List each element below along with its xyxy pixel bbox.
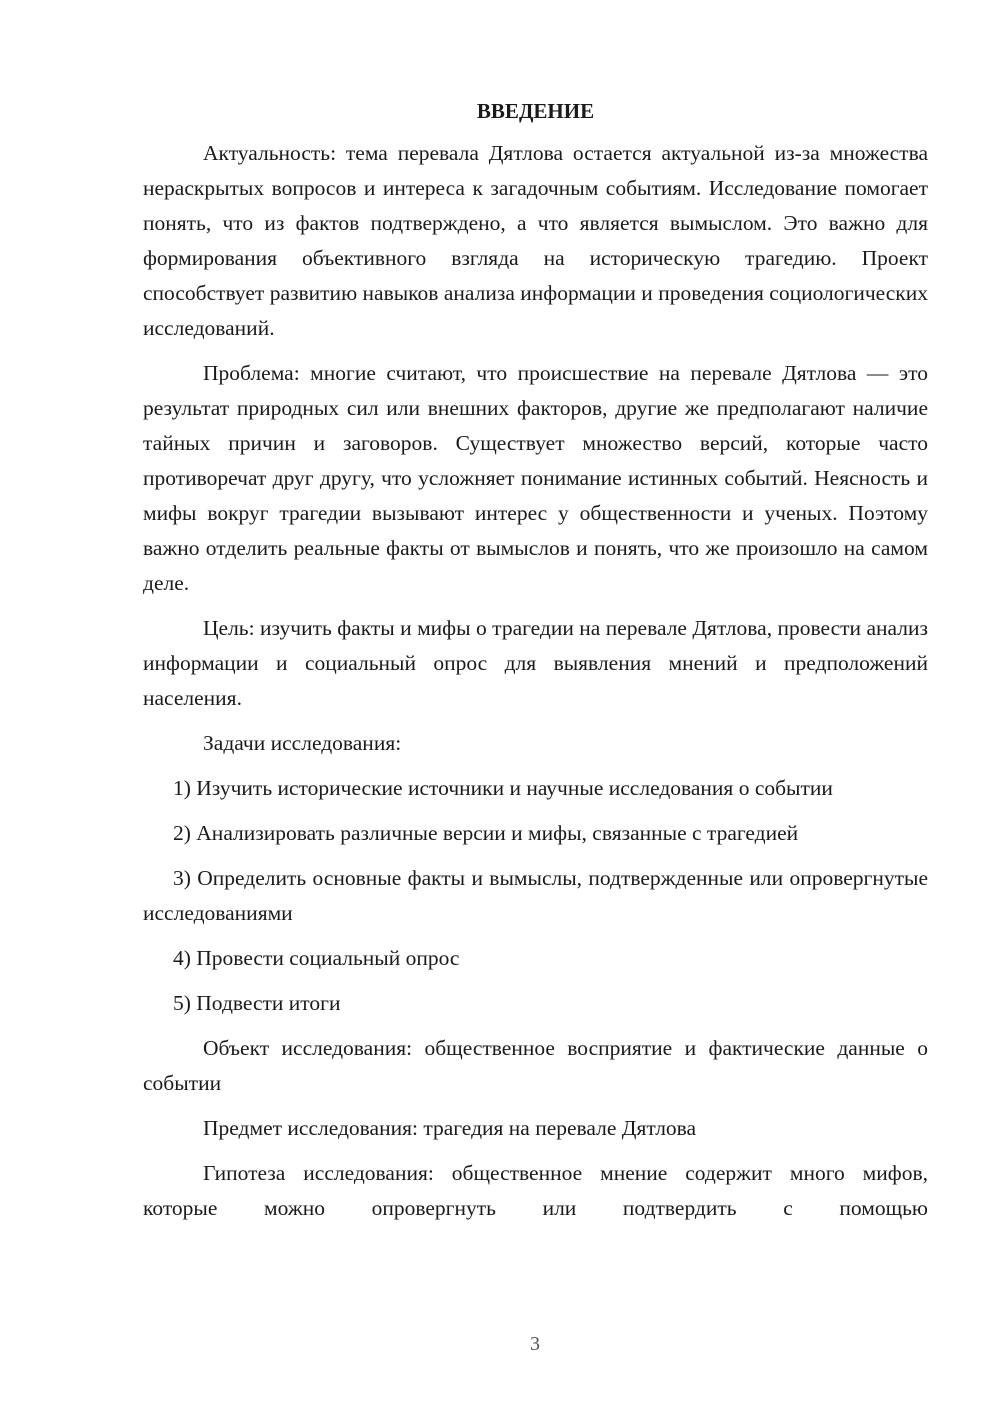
task-item-4: 4) Провести социальный опрос <box>173 946 460 970</box>
task-item-1: 1) Изучить исторические источники и научные исследования о событии <box>173 776 833 800</box>
section-heading: ВВЕДЕНИЕ <box>476 99 595 123</box>
tasks-title: Задачи исследования: <box>203 731 402 755</box>
task-item-3: 3) Определить основные факты и вымыслы, подтвержденные или опровергнутые исследованиями <box>143 866 928 925</box>
hypothesis-paragraph: Гипотеза исследования: общественное мнение содержит много мифов, которые можно опровергнуть или подтвердить с помощью <box>143 1161 928 1220</box>
problem-paragraph: Проблема: многие считают, что происшествие на перевале Дятлова — это результат природных сил или внешних факторов, другие же предполагают наличие тайных причин и заговоров. Существует множество версий, которые часто противоречат друг другу, что усложняет понимание истинных событий. Неясность и мифы вокруг трагедии вызывают интерес у общественности и ученых. Поэтому важно отделить реальные факты от вымыслов и понять, что же произошло на самом деле. <box>143 361 928 595</box>
relevance-paragraph: Актуальность: тема перевала Дятлова остается актуальной из-за множества нераскрытых вопросов и интереса к загадочным событиям. Исследование помогает понять, что из фактов подтверждено, а что является вымыслом. Это важно для формирования объективного взгляда на историческую трагедию. Проект способствует развитию навыков анализа информации и проведения социологических исследований. <box>143 141 928 340</box>
goal-paragraph: Цель: изучить факты и мифы о трагедии на перевале Дятлова, провести анализ информации и социальный опрос для выявления мнений и предположений населения. <box>143 616 928 710</box>
document-page <box>143 96 928 1226</box>
page-number: 3 <box>530 1333 540 1355</box>
subject-paragraph: Предмет исследования: трагедия на перевале Дятлова <box>203 1116 697 1140</box>
task-item-5: 5) Подвести итоги <box>173 991 341 1015</box>
object-paragraph: Объект исследования: общественное восприятие и фактические данные о событии <box>143 1036 928 1095</box>
task-item-2: 2) Анализировать различные версии и мифы, связанные с трагедией <box>173 821 799 845</box>
